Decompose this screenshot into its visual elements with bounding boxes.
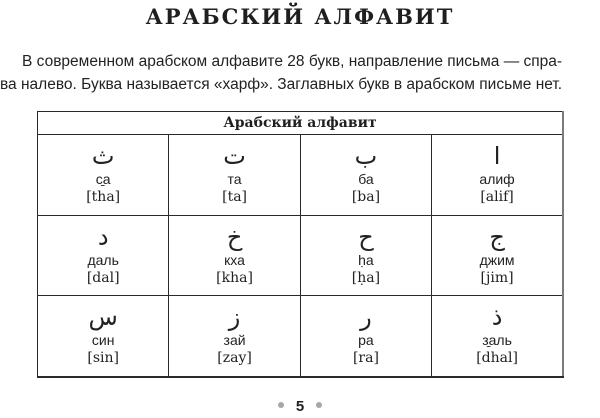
letter-name: джим <box>479 251 515 268</box>
letter-name: даль <box>87 251 119 268</box>
letter-transliteration: [ba] <box>351 189 381 205</box>
letter-transliteration: [zay] <box>217 350 252 367</box>
letter-name: син <box>91 332 115 349</box>
arabic-letter-glyph: ث <box>91 142 115 170</box>
letter-transliteration: [ra] <box>352 350 379 367</box>
page-number: 5 <box>295 398 305 415</box>
letter-cell <box>38 215 169 296</box>
letter-cell <box>300 296 431 377</box>
letter-name: алиф <box>479 171 515 187</box>
letter-cell <box>169 215 300 296</box>
paragraph-line-1: В современном арабском алфавите 28 букв, направление письма — спра- <box>22 53 563 70</box>
letter-transliteration: [dal] <box>86 269 120 286</box>
table-caption: Арабский алфавит <box>38 112 564 135</box>
page-title: АРАБСКИЙ АЛФАВИТ <box>145 4 455 29</box>
letter-name: ба <box>358 171 374 187</box>
letter-name: ра <box>358 332 374 349</box>
arabic-letter-glyph: ح <box>358 222 374 251</box>
arabic-letter-glyph: خ <box>226 222 243 251</box>
letter-name: ḥа <box>358 251 374 268</box>
paragraph-line-2: ва налево. Буква называется «харф». Заглавных букв в арабском письме нет. <box>0 76 563 93</box>
letter-transliteration: [jim] <box>480 269 514 286</box>
bullet-dot-icon <box>316 402 322 408</box>
intro-paragraph <box>0 50 600 96</box>
letter-cell <box>300 215 431 296</box>
letter-cell <box>169 296 300 377</box>
letter-cell <box>432 296 563 377</box>
alphabet-table <box>37 111 564 378</box>
arabic-letter-glyph: ج <box>489 222 505 251</box>
letter-cell <box>300 135 431 216</box>
letter-cell <box>432 215 563 296</box>
letter-transliteration: [tha] <box>86 189 121 205</box>
arabic-letter-glyph: ر <box>360 303 372 332</box>
letter-name: зай <box>223 332 246 349</box>
arabic-letter-glyph: ذ <box>491 303 503 332</box>
table-row <box>38 135 564 216</box>
arabic-letter-glyph: ب <box>354 142 378 170</box>
letter-transliteration: [dhal] <box>476 350 518 367</box>
letter-transliteration: [alif] <box>480 189 514 205</box>
table-row <box>38 296 564 377</box>
letter-transliteration: [ḥa] <box>351 269 381 286</box>
arabic-letter-glyph: ا <box>493 142 501 170</box>
letter-name: с̱а <box>95 171 111 187</box>
page-footer <box>0 398 600 415</box>
letter-transliteration: [sin] <box>87 350 119 367</box>
bullet-dot-icon <box>278 402 284 408</box>
letter-name: кха <box>224 251 245 268</box>
letter-transliteration: [kha] <box>216 269 253 286</box>
arabic-letter-glyph: ز <box>228 303 241 332</box>
letter-name: з̱аль <box>482 332 512 349</box>
letter-name: та <box>227 171 242 187</box>
letter-cell <box>38 135 169 216</box>
letter-cell <box>38 296 169 377</box>
arabic-letter-glyph: س <box>88 303 118 332</box>
table-row <box>38 215 564 296</box>
letter-cell <box>169 135 300 216</box>
arabic-letter-glyph: د <box>97 222 109 251</box>
letter-transliteration: [ta] <box>222 189 248 205</box>
letter-cell <box>432 135 563 216</box>
arabic-letter-glyph: ت <box>223 142 246 170</box>
